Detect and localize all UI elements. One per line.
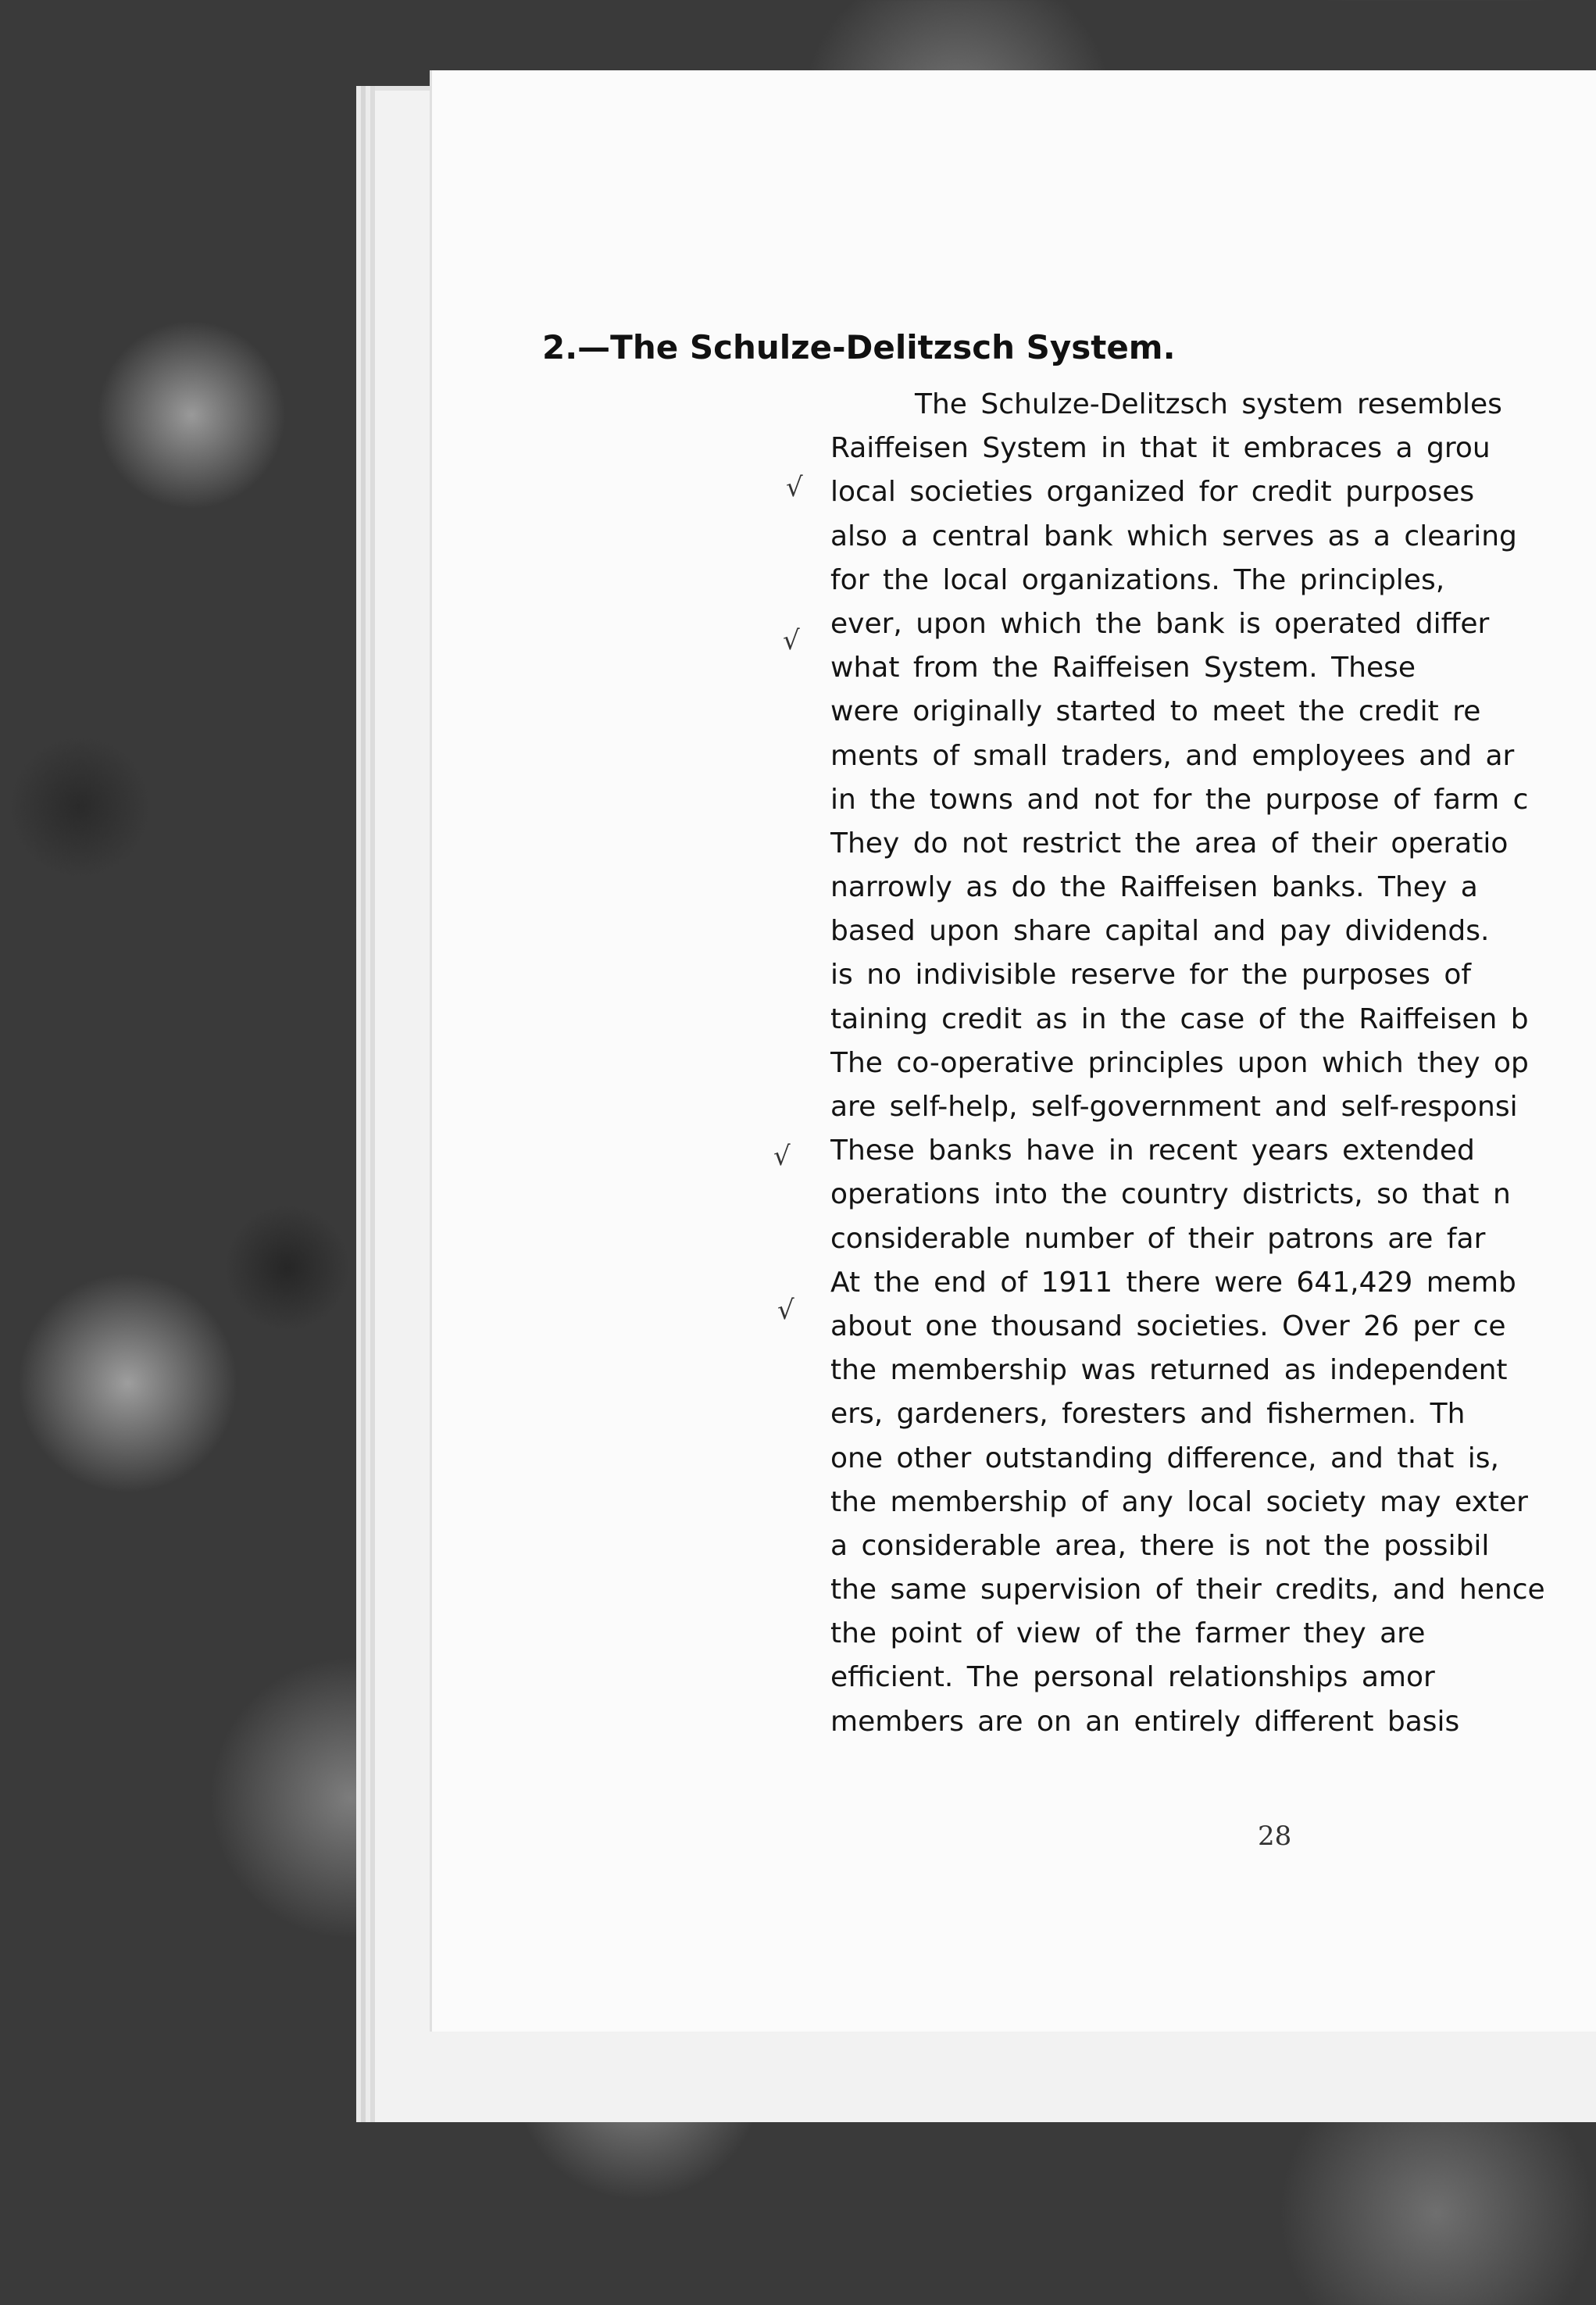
text-line: operations into the country districts, so that n — [830, 1178, 1511, 1211]
text-line: efficient. The personal relationships amor — [830, 1661, 1435, 1694]
text-line: about one thousand societies. Over 26 per ce — [830, 1310, 1506, 1342]
text-line: At the end of 1911 there were 641,429 memb — [830, 1266, 1516, 1299]
margin-check-mark: √ — [773, 1141, 791, 1172]
text-line: the membership was returned as independent — [830, 1354, 1508, 1387]
text-line: in the towns and not for the purpose of farm c — [830, 783, 1529, 816]
text-line: narrowly as do the Raiffeisen banks. They a — [830, 871, 1478, 904]
margin-check-mark: √ — [786, 472, 803, 503]
body-text — [830, 383, 1596, 1744]
text-line: ers, gardeners, foresters and fishermen. Th — [830, 1398, 1466, 1431]
text-line: The Schulze-Delitzsch system resembles — [915, 388, 1502, 420]
text-line: also a central bank which serves as a clearing — [830, 520, 1517, 552]
page-number: 28 — [1258, 1821, 1292, 1852]
text-line: for the local organizations. The principles, — [830, 563, 1445, 596]
text-line: ever, upon which the bank is operated differ — [830, 607, 1490, 640]
text-line: are self-help, self-government and self-responsi — [830, 1091, 1518, 1123]
text-line: the point of view of the farmer they are — [830, 1617, 1426, 1650]
text-line: taining credit as in the case of the Raiffeisen b — [830, 1002, 1529, 1035]
margin-check-mark: √ — [777, 1295, 794, 1326]
text-line: ments of small traders, and employees and ar — [830, 739, 1515, 772]
text-line: is no indivisible reserve for the purposes of — [830, 959, 1472, 992]
text-line: the membership of any local society may exter — [830, 1485, 1528, 1518]
text-line: what from the Raiffeisen System. These — [830, 652, 1416, 684]
text-line: a considerable area, there is not the possibil — [830, 1529, 1490, 1562]
text-line: Raiffeisen System in that it embraces a grou — [830, 432, 1491, 465]
text-line: one other outstanding difference, and that is, — [830, 1442, 1499, 1474]
text-line: The co-operative principles upon which they op — [830, 1046, 1529, 1079]
text-line: These banks have in recent years extended — [830, 1135, 1475, 1167]
text-line: based upon share capital and pay dividends. — [830, 915, 1490, 948]
text-line: local societies organized for credit purposes — [830, 476, 1475, 509]
margin-check-mark: √ — [783, 625, 800, 656]
text-line: were originally started to meet the credit re — [830, 695, 1481, 728]
text-line: considerable number of their patrons are far — [830, 1222, 1486, 1255]
text-line: the same supervision of their credits, and hence — [830, 1574, 1545, 1606]
text-line: They do not restrict the area of their operatio — [830, 827, 1509, 859]
section-heading: 2.—The Schulze-Delitzsch System. — [542, 328, 1176, 366]
text-line: members are on an entirely different basis — [830, 1705, 1460, 1738]
